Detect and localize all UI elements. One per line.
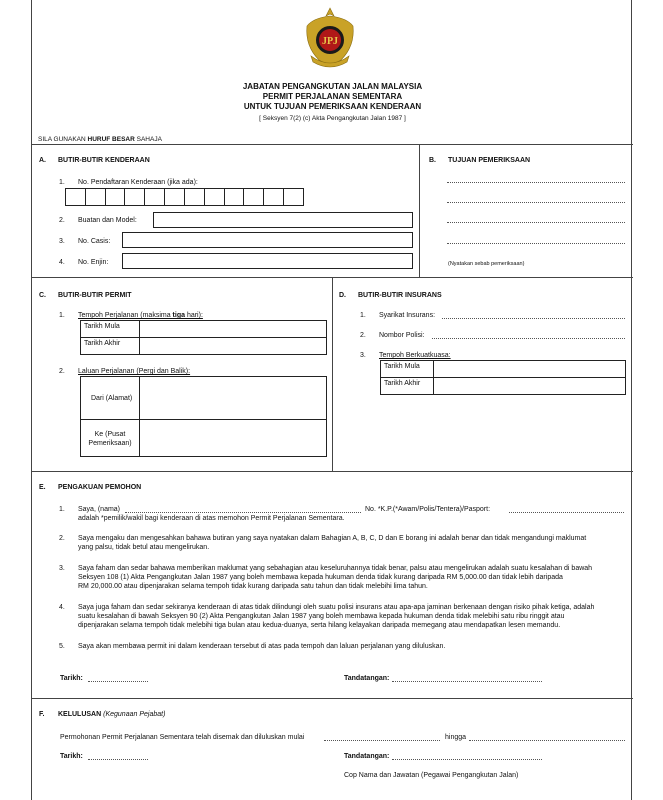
coverage-start-label: Tarikh Mula [380,360,434,378]
section-c-letter: C. [39,292,46,299]
route-label: Laluan Perjalanan (Pergi dan Balik): [78,368,191,375]
engine-field[interactable] [122,253,413,269]
declaration-name-label: Saya, (nama) [78,506,121,513]
coverage-end-field[interactable] [433,377,626,395]
permit-start-label: Tarikh Mula [80,320,140,338]
declaration-4-line-3: dipenjarakan selama tempoh tidak melebihi tiga bulan atau kedua-duanya, serta hilang kelayakan daripada memegang atau mendapatkan lesen memandu. [78,622,561,629]
permit-end-label: Tarikh Akhir [80,337,140,355]
coverage-period-label: Tempoh Berkuatkuasa: [379,352,451,359]
jpj-emblem [297,6,363,70]
declaration-3-line-3: RM 20,000.00 atau dipenjarakan selama tempoh tidak kurang daripada satu tahun dan tidak melebihi lima tahun. [78,583,428,590]
section-d-letter: D. [339,292,346,299]
form-subtitle: UNTUK TUJUAN PEMERIKSAAN KENDERAAN [243,102,422,111]
chassis-field[interactable] [122,232,413,248]
policy-number-label: Nombor Polisi: [379,332,425,339]
form-page: JPJ JABATAN PENGANGKUTAN JALAN MALAYSIA PERMIT PERJALANAN SEMENTARA UNTUK TUJUAN PEMERIKSAAN KENDERAAN [ Seksyen 7(2) (c) Akta Pengangkutan Jalan 1987 ] SILA GUNAKAN HURUF BESAR SAHAJA A. BUTIR-BUTIR KENDERAAN 1. No. Pendaftaran Kenderaan (jika ada): 2. Buatan dan Model: 3. No. Casis: 4. No. Enjin: B. TUJUAN PEMERIKSAAN (Nyatakan sebab pemeriksaan) C. BUTIR-BUTIR PERMIT 1. Tempoh Perjalanan (maksima tiga hari): Tarikh Mula Tarikh Akhir 2. Laluan Perjalanan (Pergi dan Balik): Dari (Alamat) Ke (Pusat Pemeriksaan) D. BUTIR-BUTIR INSURANS 1. Syarikat Insurans: 2. Nombor Polisi: 3. Tempoh Berkuatkuasa: Tarikh Mula Tarikh Akhir E. PENGAKUAN PEMOHON 1. Saya, (nama) No. *K.P.(*Awam/Polis/Tentera)/Pasport: adalah *pemilik/wakil bagi kenderaan di atas memohon Permit Perjalanan Sementara. 2. Saya mengaku dan mengesahkan bahawa butiran yang saya nyatakan dalam Bahagian A, B, C, D dan E borang ini adalah benar dan tidak mengandungi maklumat yang palsu, tidak betul atau mengelirukan. 3. Saya faham dan sedar bahawa memberikan maklumat yang sebahagian atau keseluruhannya tidak benar, palsu atau mengelirukan adalah suatu kesalahan di bawah Seksyen 108 (1) Akta Pengangkutan Jalan 1987 yang boleh membawa kepada hukuman denda tidak kurang daripada RM 5,000.00 dan tidak lebih daripada RM 20,000.00 atau dipenjarakan selama tempoh tidak kurang daripada satu tahun dan tidak melebihi lima tahun. 4. Saya juga faham dan sedar sekiranya kenderaan di atas tidak dilindungi oleh suatu polisi insurans atau apa-apa jaminan berkenaan dengan risiko pihak ketiga, adalah suatu kesalahan di bawah Seksyen 90 (2) Akta Pengangkutan Jalan 1987 yang boleh membawa kepada hukuman denda tidak melebihi satu ribu ringgit atau dipenjarakan selama tempoh tidak melebihi tiga bulan atau kedua-duanya, serta hilang kelayakan daripada memegang atau mendapatkan lesen memandu. 5. Saya akan membawa permit ini dalam kenderaan tersebut di atas pada tempoh dan laluan perjalanan yang diluluskan. Tarikh: Tandatangan: F. KELULUSAN (Kegunaan Pejabat) Permohonan Permit Perjalanan Sementara telah disemak dan diluluskan mulai hingga Tarikh: Tandatangan: Cop Nama dan Jawatan (Pegawai Pengangkutan Jalan) [31,0,632,800]
purpose-line-2[interactable] [447,202,625,203]
approval-until-field[interactable] [469,740,625,741]
permit-end-field[interactable] [139,337,327,355]
officer-signature-field[interactable] [392,759,542,760]
section-d-title: BUTIR-BUTIR INSURANS [358,292,442,299]
agency-title: JABATAN PENGANGKUTAN JALAN MALAYSIA [242,82,423,91]
section-c-title: BUTIR-BUTIR PERMIT [58,292,132,299]
from-address-field[interactable] [139,376,327,420]
make-model-label: Buatan dan Model: [78,217,137,224]
section-f-letter: F. [39,711,45,718]
form-title: PERMIT PERJALANAN SEMENTARA [262,92,403,101]
declaration-1-text: adalah *pemilik/wakil bagi kenderaan di atas memohon Permit Perjalanan Sementara. [78,515,345,522]
applicant-signature-label: Tandatangan: [344,675,390,682]
coverage-end-label: Tarikh Akhir [380,377,434,395]
insurer-field[interactable] [442,318,625,319]
section-e-title: PENGAKUAN PEMOHON [58,484,142,491]
legal-reference: [ Seksyen 7(2) (c) Akta Pengangkutan Jalan 1987 ] [259,115,406,122]
declaration-2-line-1: Saya mengaku dan mengesahkan bahawa butiran yang saya nyatakan dalam Bahagian A, B, C, D dan E borang ini adalah benar dan tidak mengandungi maklumat [78,535,587,542]
engine-label: No. Enjin: [78,259,109,266]
section-b-title: TUJUAN PEMERIKSAAN [448,157,531,164]
crest-icon [297,6,363,70]
to-label-cell: Ke (Pusat Pemeriksaan) [80,419,140,457]
officer-stamp-caption: Cop Nama dan Jawatan (Pegawai Pengangkutan Jalan) [344,772,519,779]
declaration-2-line-2: yang palsu, tidak betul atau mengelirukan. [78,544,210,551]
coverage-start-field[interactable] [433,360,626,378]
approval-text: Permohonan Permit Perjalanan Sementara telah disemak dan diluluskan mulai [60,734,305,741]
policy-number-field[interactable] [432,338,625,339]
chassis-label: No. Casis: [78,238,111,245]
insurer-label: Syarikat Insurans: [379,312,436,319]
approval-from-field[interactable] [324,740,440,741]
id-number-label: No. *K.P.(*Awam/Polis/Tentera)/Pasport: [365,506,491,513]
applicant-date-label: Tarikh: [60,675,83,682]
from-label-cell: Dari (Alamat) [80,376,140,420]
declaration-5-text: Saya akan membawa permit ini dalam kenderaan tersebut di atas pada tempoh dan laluan perjalanan yang diluluskan. [78,643,446,650]
declaration-3-line-1: Saya faham dan sedar bahawa memberikan maklumat yang sebahagian atau keseluruhannya tidak benar, palsu atau mengelirukan adalah suatu kesalahan di bawah [78,565,593,572]
to-centre-field[interactable] [139,419,327,457]
purpose-line-3[interactable] [447,222,625,223]
reg-number-boxes[interactable] [66,188,304,206]
applicant-name-field[interactable] [125,512,361,513]
applicant-signature-field[interactable] [392,681,542,682]
applicant-date-field[interactable] [88,681,148,682]
section-b-letter: B. [429,157,436,164]
section-a-title: BUTIR-BUTIR KENDERAAN [58,157,150,164]
permit-start-field[interactable] [139,320,327,338]
capital-letters-instruction: SILA GUNAKAN HURUF BESAR SAHAJA [38,136,162,143]
officer-date-field[interactable] [88,759,148,760]
officer-signature-label: Tandatangan: [344,753,390,760]
id-number-field[interactable] [509,512,624,513]
purpose-line-1[interactable] [447,182,625,183]
section-f-title: KELULUSAN (Kegunaan Pejabat) [58,711,166,718]
svg-text:JPJ: JPJ [321,36,339,47]
declaration-4-line-2: suatu kesalahan di bawah Seksyen 90 (2) Akta Pengangkutan Jalan 1987 yang boleh membawa kepada hukuman denda tidak melebihi satu ribu ringgit atau [78,613,565,620]
travel-duration-label: Tempoh Perjalanan (maksima tiga hari): [78,312,203,319]
make-model-field[interactable] [153,212,413,228]
declaration-3-line-2: Seksyen 108 (1) Akta Pengangkutan Jalan 1987 yang boleh membawa kepada hukuman denda tidak kurang daripada RM 5,000.00 dan tidak lebih daripada [78,574,563,581]
officer-date-label: Tarikh: [60,753,83,760]
purpose-note: (Nyatakan sebab pemeriksaan) [448,261,525,267]
purpose-line-4[interactable] [447,243,625,244]
reg-number-label: No. Pendaftaran Kenderaan (jika ada): [78,179,198,186]
section-a-letter: A. [39,157,46,164]
section-e-letter: E. [39,484,46,491]
declaration-4-line-1: Saya juga faham dan sedar sekiranya kenderaan di atas tidak dilindungi oleh suatu polisi insurans atau apa-apa jaminan berkenaan dengan risiko pihak ketiga, adalah [78,604,595,611]
approval-until-label: hingga [445,734,467,741]
